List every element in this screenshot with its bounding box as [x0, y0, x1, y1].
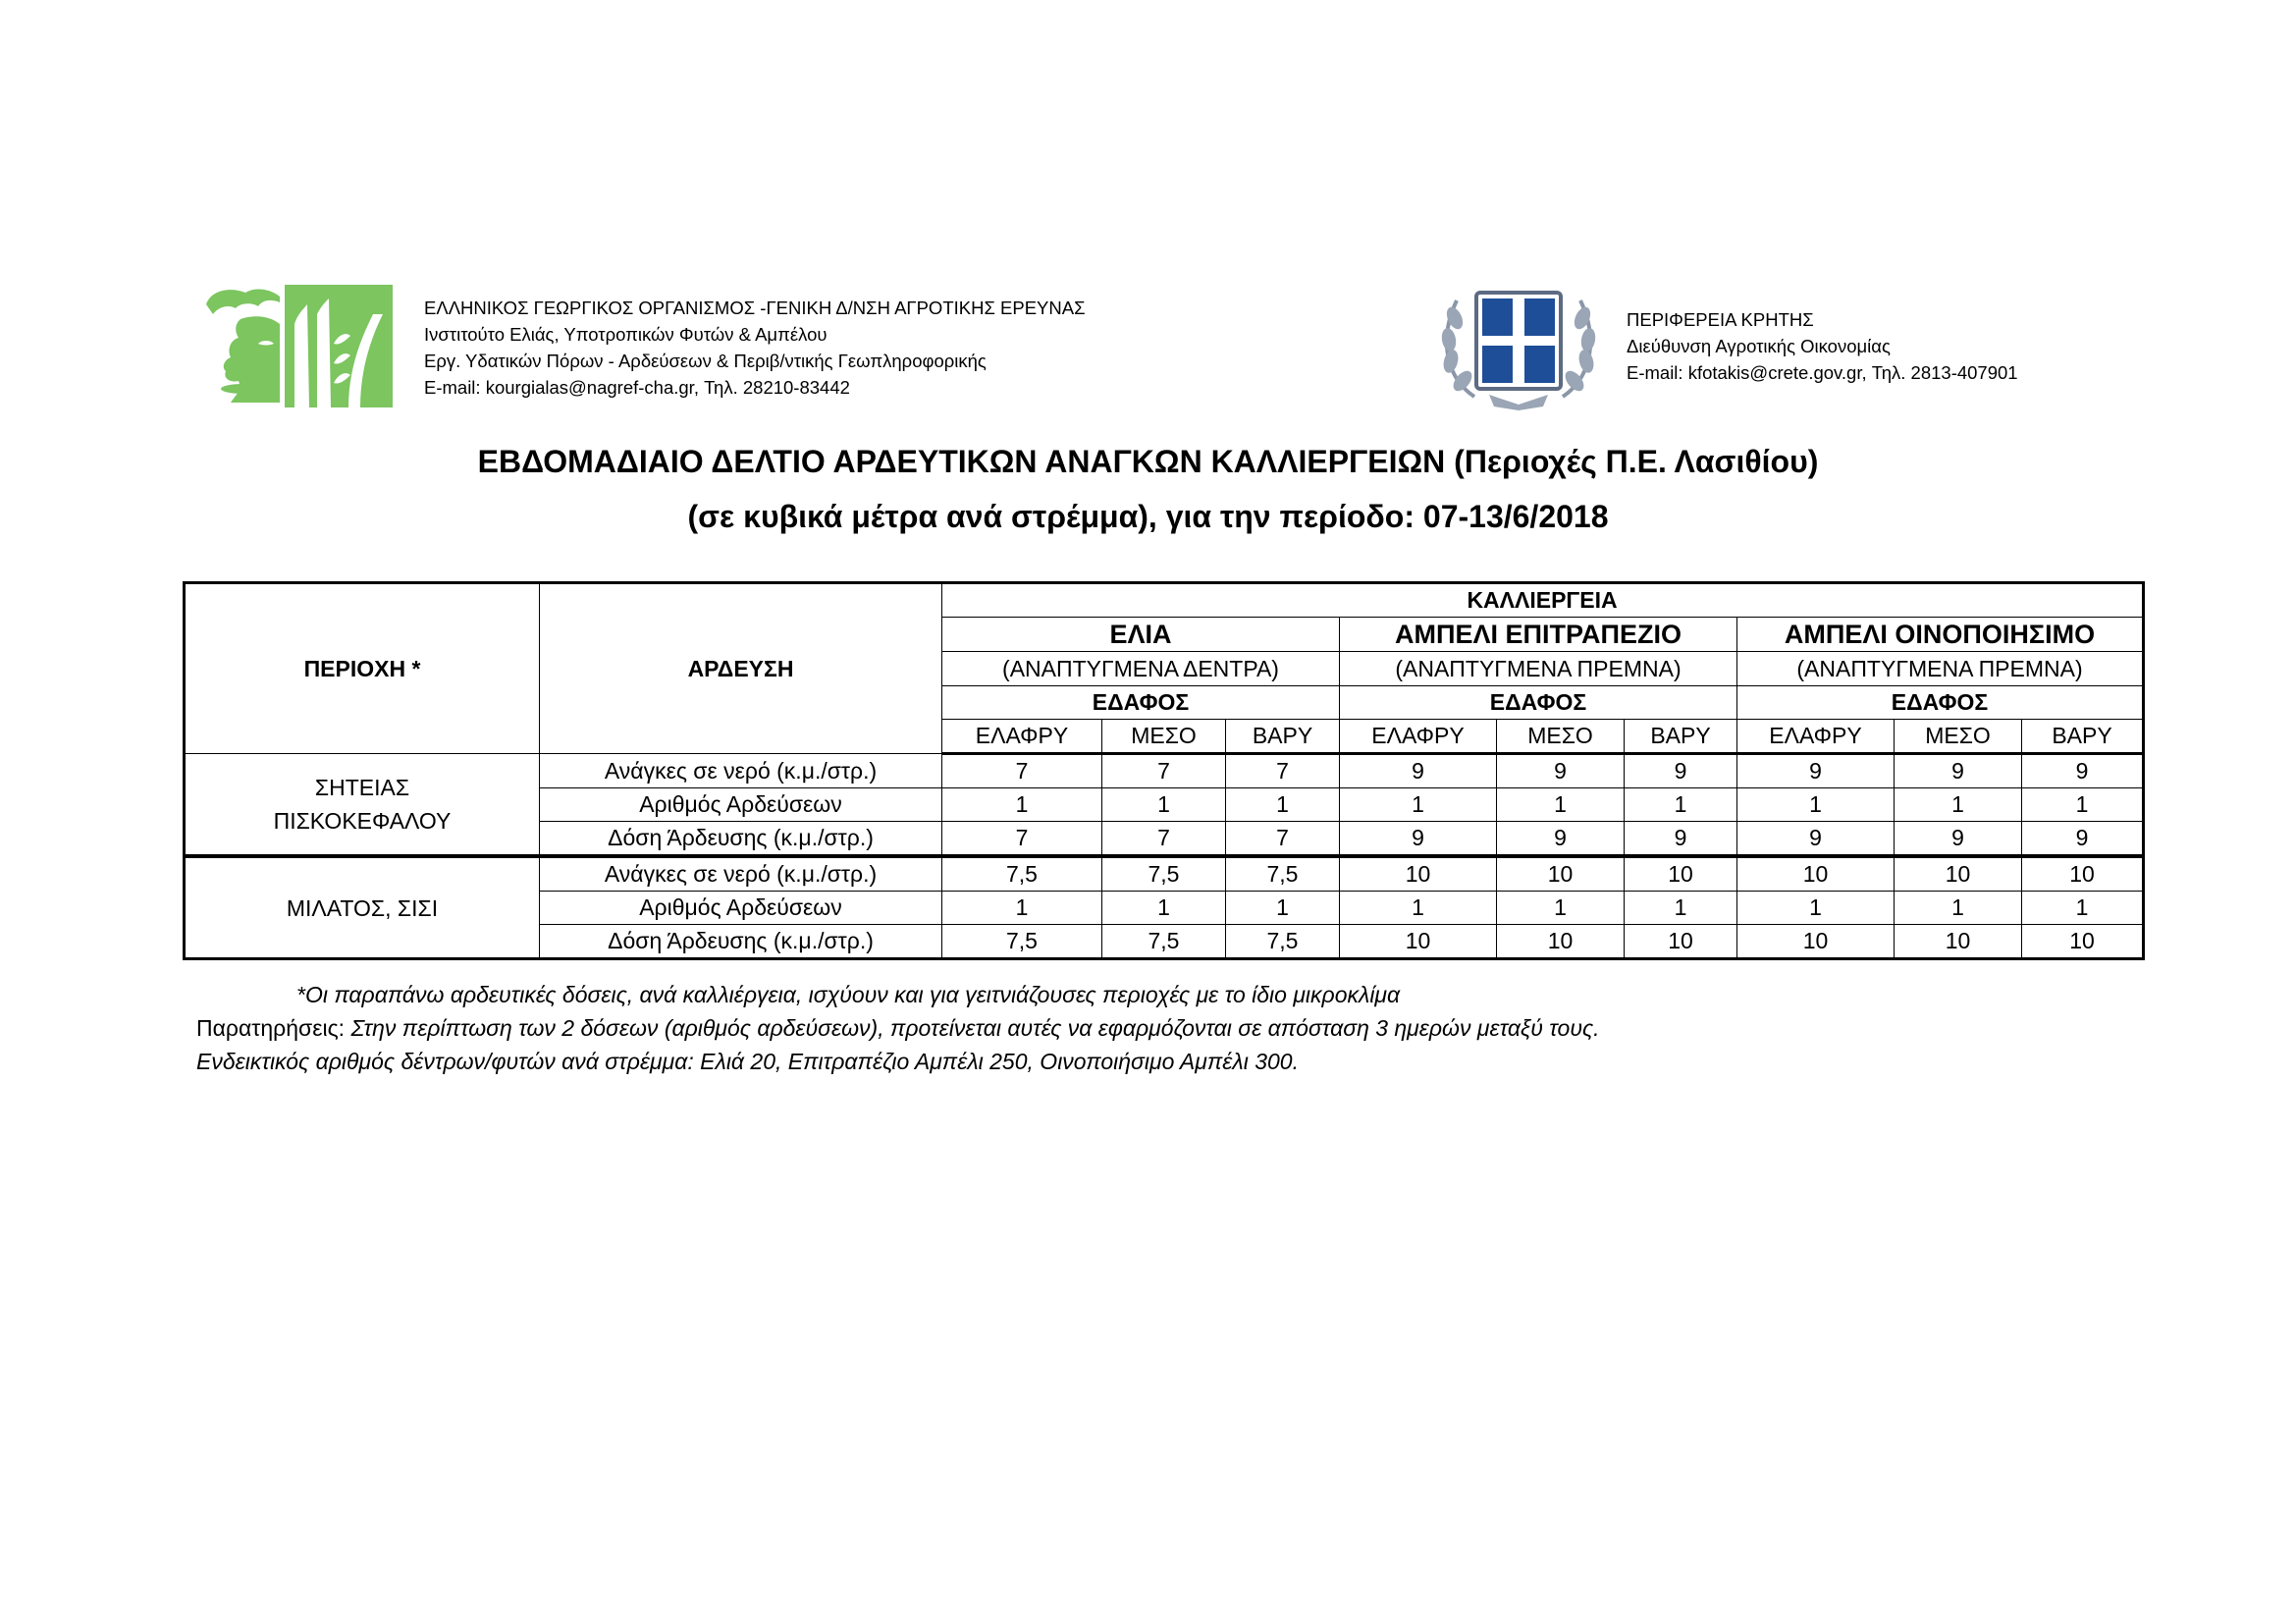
soil-type-medium: ΜΕΣΟ — [1102, 720, 1226, 754]
table-row — [185, 856, 2144, 892]
table-cell: 10 — [1895, 856, 2022, 892]
region-name — [185, 856, 540, 959]
table-cell: 7 — [1226, 754, 1340, 788]
table-cell: 7,5 — [942, 856, 1102, 892]
table-cell: 7 — [1102, 754, 1226, 788]
header-right-line1: ΠΕΡΙΦΕΡΕΙΑ ΚΡΗΤΗΣ — [1627, 309, 1814, 330]
table-cell: 1 — [1226, 892, 1340, 925]
table-cell: 1 — [2022, 892, 2144, 925]
note-observations-text: Στην περίπτωση των 2 δόσεων (αριθμός αρδεύσεων), προτείνεται αυτές να εφαρμόζονται σε απόσταση 3 ημερών μεταξύ τους. — [350, 1015, 1600, 1041]
greek-emblem-logo — [1435, 279, 1602, 412]
table-cell: 7 — [1226, 822, 1340, 857]
table-cell: 9 — [2022, 822, 2144, 857]
table-cell: 9 — [1497, 822, 1625, 857]
col-header-region: ΠΕΡΙΟΧΗ * — [185, 583, 540, 754]
page-title: ΕΒΔΟΜΑΔΙΑΙΟ ΔΕΛΤΙΟ ΑΡΔΕΥΤΙΚΩΝ ΑΝΑΓΚΩΝ ΚΑΛΛΙΕΡΓΕΙΩΝ (Περιοχές Π.Ε. Λασιθίου) — [477, 444, 1819, 479]
table-cell: 9 — [1625, 822, 1737, 857]
table-cell: 9 — [1895, 754, 2022, 788]
header-left-email: E-mail: kourgialas@nagref-cha.gr, Τηλ. 28210-83442 — [424, 377, 850, 398]
crops-header: ΚΑΛΛΙΕΡΓΕΙΑ — [942, 583, 2144, 618]
row-label: Αριθμός Αρδεύσεων — [540, 788, 942, 822]
header-left-text — [424, 295, 1086, 401]
table-cell: 9 — [1340, 822, 1497, 857]
table-cell: 1 — [1737, 788, 1895, 822]
crop-sub-table-grape: (ΑΝΑΠΤΥΓΜΕΝΑ ΠΡΕΜΝΑ) — [1340, 652, 1737, 686]
table-cell: 9 — [1737, 754, 1895, 788]
table-cell: 10 — [1340, 925, 1497, 959]
row-label: Αριθμός Αρδεύσεων — [540, 892, 942, 925]
table-cell: 10 — [1737, 925, 1895, 959]
table-cell: 9 — [1737, 822, 1895, 857]
note-asterisk: *Οι παραπάνω αρδευτικές δόσεις, ανά καλλιέργεια, ισχύουν και για γειτνιάζουσες περιοχές με το ίδιο μικροκλίμα — [296, 982, 1401, 1007]
crop-sub-olive: (ΑΝΑΠΤΥΓΜΕΝΑ ΔΕΝΤΡΑ) — [942, 652, 1340, 686]
crop-name-table-grape: ΑΜΠΕΛΙ ΕΠΙΤΡΑΠΕΖΙΟ — [1340, 618, 1737, 652]
crop-name-wine-grape: ΑΜΠΕΛΙ ΟΙΝΟΠΟΙΗΣΙΜΟ — [1737, 618, 2144, 652]
irrigation-table — [183, 581, 2145, 960]
page-subtitle: (σε κυβικά μέτρα ανά στρέμμα), για την περίοδο: 07-13/6/2018 — [687, 499, 1609, 534]
region-name — [185, 754, 540, 857]
table-cell: 7 — [942, 822, 1102, 857]
header-right-text — [1627, 306, 2018, 386]
table-cell: 1 — [1102, 892, 1226, 925]
table-cell: 9 — [1625, 754, 1737, 788]
note-tree-count — [196, 1045, 1600, 1078]
region-name-line1: ΜΙΛΑΤΟΣ, ΣΙΣΙ — [286, 894, 439, 921]
soil-header-table-grape: ΕΔΑΦΟΣ — [1340, 686, 1737, 720]
row-label: Ανάγκες σε νερό (κ.μ./στρ.) — [540, 856, 942, 892]
note-observations — [196, 1011, 1600, 1045]
soil-type-heavy: ΒΑΡΥ — [2022, 720, 2144, 754]
table-cell: 1 — [1895, 788, 2022, 822]
table-cell: 7,5 — [1226, 856, 1340, 892]
table-cell: 9 — [1895, 822, 2022, 857]
header-left-line1: ΕΛΛΗΝΙΚΟΣ ΓΕΩΡΓΙΚΟΣ ΟΡΓΑΝΙΣΜΟΣ -ΓΕΝΙΚΗ Δ/ΝΣΗ ΑΓΡΟΤΙΚΗΣ ΕΡΕΥΝΑΣ — [424, 298, 1086, 318]
soil-type-light: ΕΛΑΦΡΥ — [942, 720, 1102, 754]
row-label: Ανάγκες σε νερό (κ.μ./στρ.) — [540, 754, 942, 788]
soil-type-light: ΕΛΑΦΡΥ — [1340, 720, 1497, 754]
table-cell: 9 — [1340, 754, 1497, 788]
table-cell: 10 — [2022, 925, 2144, 959]
table-cell: 1 — [1737, 892, 1895, 925]
table-cell: 1 — [1895, 892, 2022, 925]
table-cell: 10 — [1895, 925, 2022, 959]
table-cell: 10 — [1737, 856, 1895, 892]
header-right-line2: Διεύθυνση Αγροτικής Οικονομίας — [1627, 336, 1891, 356]
table-cell: 10 — [1625, 856, 1737, 892]
table-cell: 10 — [1497, 925, 1625, 959]
row-label: Δόση Άρδευσης (κ.μ./στρ.) — [540, 925, 942, 959]
table-cell: 10 — [1625, 925, 1737, 959]
table-cell: 10 — [1340, 856, 1497, 892]
header-right-email: E-mail: kfotakis@crete.gov.gr, Τηλ. 2813-407901 — [1627, 362, 2018, 383]
soil-type-light: ΕΛΑΦΡΥ — [1737, 720, 1895, 754]
header-left-line2: Ινστιτούτο Ελιάς, Υποτροπικών Φυτών & Αμπέλου — [424, 324, 828, 345]
note-observations-label: Παρατηρήσεις: — [196, 1015, 346, 1041]
table-cell: 1 — [1497, 892, 1625, 925]
table-cell: 1 — [1226, 788, 1340, 822]
region-name-line1: ΣΗΤΕΙΑΣ — [314, 775, 410, 800]
crop-name-olive: ΕΛΙΑ — [942, 618, 1340, 652]
table-cell: 7,5 — [1226, 925, 1340, 959]
notes-section — [196, 978, 1600, 1078]
soil-type-heavy: ΒΑΡΥ — [1625, 720, 1737, 754]
table-cell: 7,5 — [1102, 925, 1226, 959]
soil-type-heavy: ΒΑΡΥ — [1226, 720, 1340, 754]
table-cell: 1 — [942, 788, 1102, 822]
soil-header-olive: ΕΔΑΦΟΣ — [942, 686, 1340, 720]
soil-header-wine-grape: ΕΔΑΦΟΣ — [1737, 686, 2144, 720]
table-cell: 10 — [1497, 856, 1625, 892]
table-cell: 9 — [2022, 754, 2144, 788]
table-cell: 1 — [1340, 788, 1497, 822]
table-cell: 10 — [2022, 856, 2144, 892]
table-cell: 1 — [1497, 788, 1625, 822]
crop-sub-wine-grape: (ΑΝΑΠΤΥΓΜΕΝΑ ΠΡΕΜΝΑ) — [1737, 652, 2144, 686]
header-row-crops — [185, 583, 2144, 618]
soil-type-medium: ΜΕΣΟ — [1895, 720, 2022, 754]
table-cell: 7,5 — [1102, 856, 1226, 892]
table-row — [185, 754, 2144, 788]
col-header-irrigation: ΑΡΔΕΥΣΗ — [540, 583, 942, 754]
row-label: Δόση Άρδευσης (κ.μ./στρ.) — [540, 822, 942, 857]
table-cell: 7 — [942, 754, 1102, 788]
table-cell: 7,5 — [942, 925, 1102, 959]
table-cell: 1 — [1625, 788, 1737, 822]
table-cell: 1 — [942, 892, 1102, 925]
table-cell: 1 — [1625, 892, 1737, 925]
elgo-logo — [201, 285, 393, 407]
region-name-line2: ΠΙΣΚΟΚΕΦΑΛΟΥ — [273, 808, 452, 834]
table-cell: 7 — [1102, 822, 1226, 857]
table-cell: 1 — [2022, 788, 2144, 822]
header-left-line3: Εργ. Υδατικών Πόρων - Αρδεύσεων & Περιβ/ντικής Γεωπληροφορικής — [424, 351, 987, 371]
soil-type-medium: ΜΕΣΟ — [1497, 720, 1625, 754]
note-tree-count-text: Ενδεικτικός αριθμός δέντρων/φυτών ανά στρέμμα: Ελιά 20, Επιτραπέζιο Αμπέλι 250, Οινοποιήσιμο Αμπέλι 300. — [196, 1049, 1299, 1074]
table-cell: 1 — [1340, 892, 1497, 925]
table-cell: 9 — [1497, 754, 1625, 788]
table-cell: 1 — [1102, 788, 1226, 822]
